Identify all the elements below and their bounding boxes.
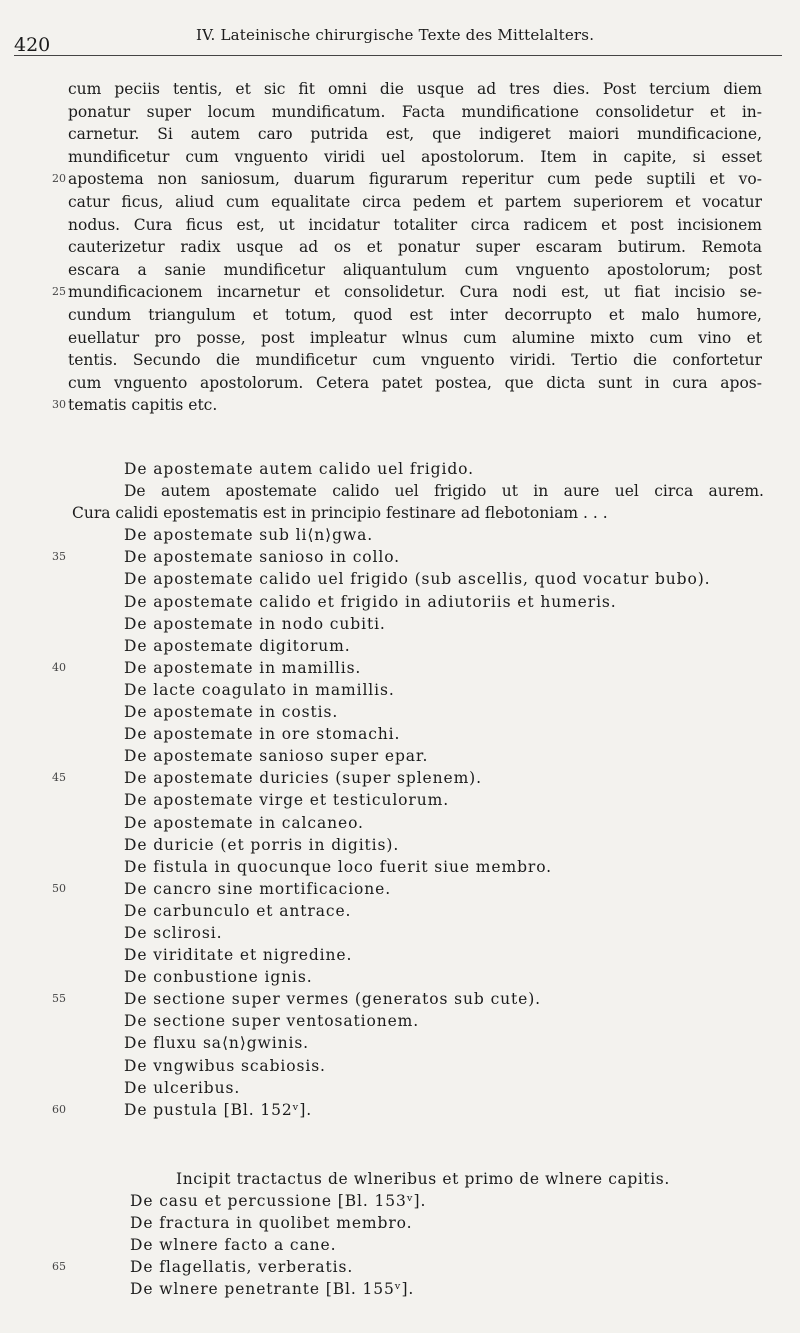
line-text: De apostemate in calcaneo. (124, 813, 364, 832)
header-rule (14, 55, 782, 56)
text-line (0, 123, 800, 146)
list-entry (0, 812, 800, 834)
line-text: De sclirosi. (124, 923, 223, 942)
line-text: nodus. Cura ficus est, ut incidatur totaliter circa radicem et post incisionem (68, 215, 762, 234)
line-text: euellatur pro posse, post impleatur wlnus cum alumine mixto cum vino et (68, 328, 762, 347)
line-text: De apostemate in ore stomachi. (124, 725, 401, 744)
list-entry (0, 856, 800, 878)
line-text: De vngwibus scabiosis. (124, 1056, 326, 1075)
line-text: De apostemate digitorum. (124, 636, 351, 655)
text-line (0, 146, 800, 169)
line-number: 50 (52, 881, 66, 895)
line-text: De sectione super vermes (generatos sub cute). (124, 990, 542, 1009)
text-line (0, 168, 800, 191)
text-line (0, 281, 800, 304)
line-text: De pustula [Bl. 152ᵛ]. (124, 1100, 313, 1119)
line-text: carnetur. Si autem caro putrida est, que indigeret maiori mundificacione, (68, 125, 762, 144)
list-entry (0, 1256, 800, 1278)
list-entry (0, 546, 800, 568)
line-text: cauterizetur radix usque ad os et ponatur super escaram butirum. Remota (68, 238, 762, 257)
text-line (0, 327, 800, 350)
line-text: cum vnguento apostolorum. Cetera patet postea, que dicta sunt in cura apos- (68, 373, 762, 392)
list-entry (0, 591, 800, 613)
line-text: De autem apostemate calido uel frigido ut in aure uel circa aurem. (124, 482, 764, 501)
text-line (0, 259, 800, 282)
line-text: escara a sanie mundificetur aliquantulum cum vnguento apostolorum; post (68, 260, 762, 279)
line-text: De apostemate autem calido uel frigido. (124, 460, 474, 478)
body-paragraph (0, 78, 800, 417)
line-text: De wlnere facto a cane. (130, 1236, 337, 1255)
line-text: De apostemate calido uel frigido (sub ascellis, quod vocatur bubo). (124, 570, 711, 589)
line-text: De apostemate sanioso super epar. (124, 747, 429, 766)
line-text: mundificetur cum vnguento viridi uel apostolorum. Item in capite, si esset (68, 147, 762, 166)
line-number: 40 (52, 660, 66, 674)
list-entry (0, 922, 800, 944)
list-entry (0, 458, 800, 480)
list-entry (0, 966, 800, 988)
line-text: De conbustione ignis. (124, 968, 313, 987)
list-entry (0, 834, 800, 856)
list-entry (0, 657, 800, 679)
line-text: De wlnere penetrante [Bl. 155ᵛ]. (130, 1280, 415, 1299)
list-entry (0, 767, 800, 789)
line-number: 55 (52, 992, 66, 1006)
line-text: tentis. Secundo die mundificetur cum vnguento viridi. Tertio die confortetur (68, 351, 762, 370)
page-number: 420 (14, 34, 51, 56)
list-entry (0, 1168, 800, 1190)
line-text: De sectione super ventosationem. (124, 1012, 420, 1031)
list-entry (0, 480, 800, 502)
text-line (0, 191, 800, 214)
line-text: Incipit tractactus de wlneribus et primo de wlnere capitis. (176, 1170, 670, 1188)
line-number: 25 (52, 285, 66, 299)
list-entry (0, 1099, 800, 1121)
list-entry (0, 1077, 800, 1099)
page-header (0, 24, 800, 56)
list-entry (0, 878, 800, 900)
line-number: 45 (52, 771, 66, 785)
list-entry (0, 988, 800, 1010)
line-text: De fluxu sa⟨n⟩gwinis. (124, 1034, 309, 1053)
running-title: IV. Lateinische chirurgische Texte des Mittelalters. (196, 26, 595, 44)
list-entry (0, 1055, 800, 1077)
list-entry (0, 944, 800, 966)
text-line (0, 78, 800, 101)
line-text: De apostemate in nodo cubiti. (124, 614, 386, 633)
list-entry (0, 1010, 800, 1032)
line-text: cundum triangulum et totum, quod est inter decorrupto et malo humore, (68, 305, 762, 324)
list-entry (0, 1032, 800, 1054)
line-text: De casu et percussione [Bl. 153ᵛ]. (130, 1192, 427, 1211)
line-text: De lacte coagulato in mamillis. (124, 680, 395, 699)
list-entry (0, 613, 800, 635)
line-number: 35 (52, 550, 66, 564)
list-entry (0, 789, 800, 811)
list-entry (0, 745, 800, 767)
line-number: 65 (52, 1260, 66, 1274)
line-text: De apostemate in mamillis. (124, 658, 362, 677)
line-text: De carbunculo et antrace. (124, 901, 352, 920)
line-text: tematis capitis etc. (68, 396, 218, 415)
wounds-list (0, 1168, 800, 1301)
list-entry (0, 635, 800, 657)
line-number: 30 (52, 398, 66, 412)
line-text: De apostemate sub li⟨n⟩gwa. (124, 526, 374, 545)
line-text: catur ficus, aliud cum equalitate circa pedem et partem superiorem et vocatur (68, 192, 762, 211)
line-text: De ulceribus. (124, 1078, 241, 1097)
line-text: ponatur super locum mundificatum. Facta mundificatione consolidetur et in- (68, 102, 762, 121)
line-text: De apostemate duricies (super splenem). (124, 769, 482, 788)
line-text: De duricie (et porris in digitis). (124, 835, 400, 854)
line-text: De apostemate virge et testiculorum. (124, 791, 450, 810)
text-line (0, 394, 800, 417)
line-text: De flagellatis, verberatis. (130, 1258, 354, 1277)
line-text: cum peciis tentis, et sic fit omni die usque ad tres dies. Post tercium diem (68, 80, 762, 98)
line-text: De apostemate in costis. (124, 703, 339, 722)
line-text: De apostemate sanioso in collo. (124, 548, 401, 567)
list-entry (0, 524, 800, 546)
text-line (0, 372, 800, 395)
text-line (0, 236, 800, 259)
line-text: apostema non saniosum, duarum figurarum reperitur cum pede suptili et vo- (68, 170, 762, 189)
line-text: De viriditate et nigredine. (124, 946, 353, 965)
list-entry (0, 723, 800, 745)
line-text: De fistula in quocunque loco fuerit siue membro. (124, 857, 552, 876)
text-line (0, 214, 800, 237)
list-entry (0, 1234, 800, 1256)
list-entry (0, 900, 800, 922)
text-line (0, 304, 800, 327)
list-entry (0, 1190, 800, 1212)
list-entry (0, 679, 800, 701)
list-entry (0, 568, 800, 590)
list-entry (0, 1278, 800, 1300)
line-text: Cura calidi epostematis est in principio festinare ad flebotoniam . . . (72, 504, 608, 523)
list-entry (0, 502, 800, 524)
line-text: De apostemate calido et frigido in adiutoriis et humeris. (124, 592, 617, 611)
line-text: mundificacionem incarnetur et consolidetur. Cura nodi est, ut fiat incisio se- (68, 283, 762, 302)
line-text: De fractura in quolibet membro. (130, 1214, 413, 1233)
chapter-list (0, 458, 800, 1121)
text-line (0, 349, 800, 372)
line-text: De cancro sine mortificacione. (124, 879, 392, 898)
line-number: 20 (52, 172, 66, 186)
text-line (0, 101, 800, 124)
list-entry (0, 701, 800, 723)
line-number: 60 (52, 1102, 66, 1116)
list-entry (0, 1212, 800, 1234)
